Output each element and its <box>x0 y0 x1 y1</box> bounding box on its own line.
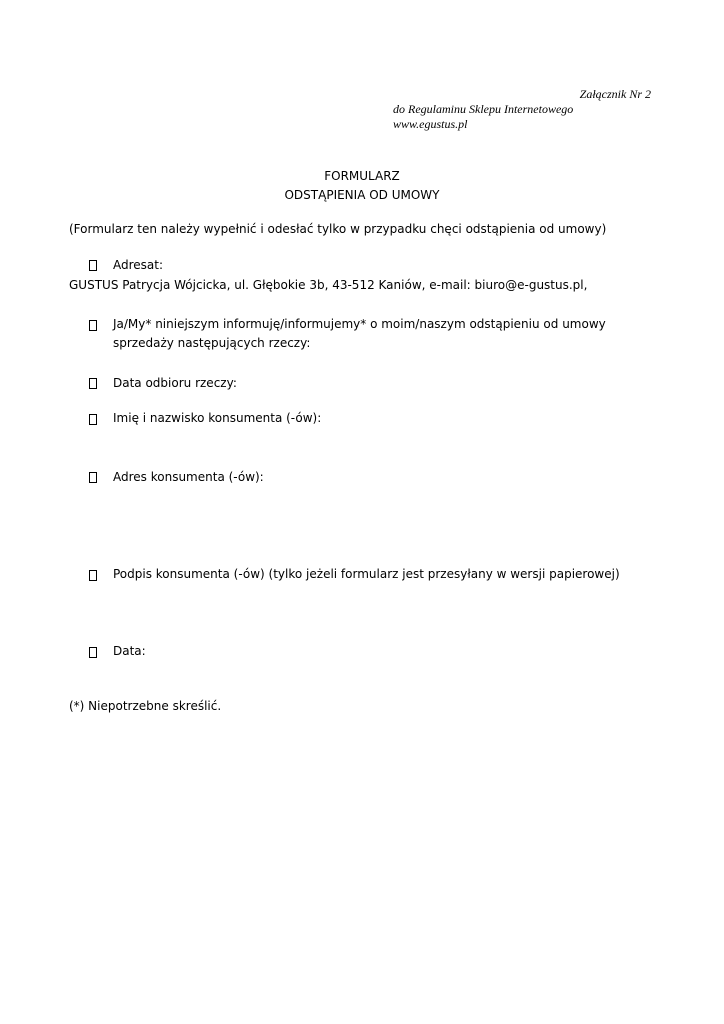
checkbox-icon <box>89 260 97 271</box>
form-subtitle: ODSTĄPIENIA OD UMOWY <box>284 188 440 202</box>
form-title: FORMULARZ <box>324 169 400 183</box>
checkbox-icon <box>89 570 97 581</box>
attachment-number: Załącznik Nr 2 <box>579 87 651 101</box>
website-reference: www.egustus.pl <box>393 117 468 131</box>
consumer-name-label: Imię i nazwisko konsumenta (-ów): <box>113 411 322 425</box>
checkbox-icon <box>89 414 97 425</box>
date-label: Data: <box>113 644 146 658</box>
attachment-reference <box>393 102 573 132</box>
checkbox-icon <box>89 647 97 658</box>
checkbox-icon <box>89 378 97 389</box>
checkbox-icon <box>89 472 97 483</box>
signature-label: Podpis konsumenta (-ów) (tylko jeżeli formularz jest przesyłany w wersji papierowej) <box>113 567 620 581</box>
receipt-date-label: Data odbioru rzeczy: <box>113 376 237 390</box>
declaration-line-2: sprzedaży następujących rzeczy: <box>113 336 311 350</box>
addressee-label: Adresat: <box>113 258 164 272</box>
consumer-address-label: Adres konsumenta (-ów): <box>113 470 264 484</box>
declaration-line-1: Ja/My* niniejszym informuję/informujemy* o moim/naszym odstąpieniu od umowy <box>113 317 606 331</box>
regulation-reference: do Regulaminu Sklepu Internetowego <box>393 102 574 116</box>
intro-text: (Formularz ten należy wypełnić i odesłać tylko w przypadku chęci odstąpienia od umowy) <box>69 222 607 236</box>
footnote: (*) Niepotrzebne skreślić. <box>69 699 222 713</box>
addressee-value: GUSTUS Patrycja Wójcicka, ul. Głębokie 3b, 43-512 Kaniów, e-mail: biuro@e-gustus.pl, <box>69 278 588 292</box>
checkbox-icon <box>89 320 97 331</box>
